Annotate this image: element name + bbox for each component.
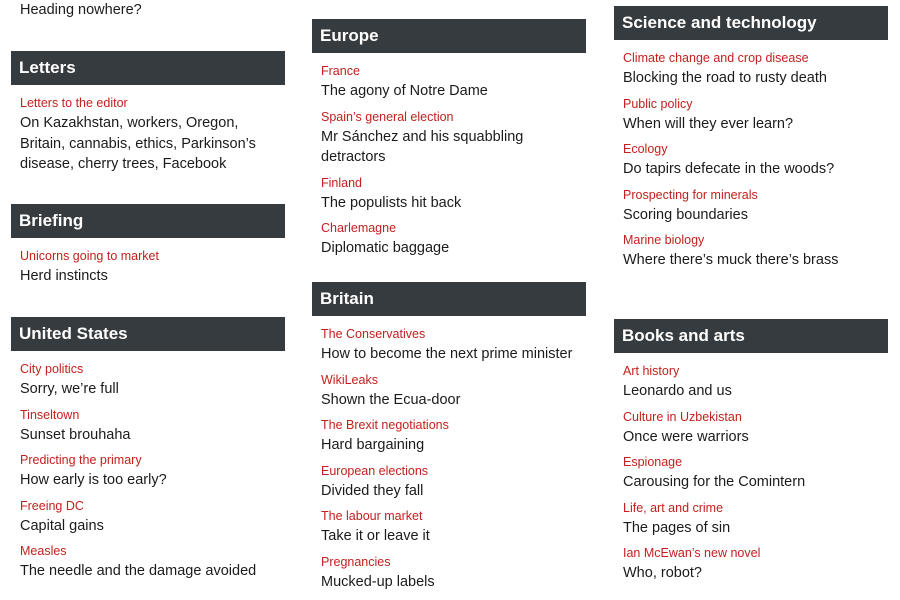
article-rubric[interactable]: Freeing DC [20, 498, 84, 513]
section-europe [312, 19, 586, 259]
article-headline[interactable]: Blocking the road to rusty death [623, 70, 827, 86]
article-rubric[interactable]: The Brexit negotiations [321, 418, 449, 432]
article-headline[interactable]: Shown the Ecua-door [321, 391, 461, 408]
section-letters [11, 51, 285, 175]
article-item[interactable] [623, 188, 882, 226]
article-headline[interactable]: Mr Sánchez and his squabbling detractors [321, 128, 524, 165]
article-rubric[interactable]: Predicting the primary [20, 453, 142, 467]
article-link-heading-nowhere[interactable]: Heading nowhere? [20, 2, 142, 18]
article-headline[interactable]: Mucked-up labels [321, 573, 435, 590]
article-item[interactable] [623, 97, 882, 135]
article-rubric[interactable]: France [321, 64, 360, 78]
article-item[interactable] [623, 364, 882, 402]
article-rubric[interactable]: Unicorns going to market [20, 249, 159, 263]
article-rubric[interactable]: Pregnancies [321, 554, 391, 569]
article-item[interactable] [623, 546, 882, 584]
article-rubric[interactable]: Spain’s general election [321, 109, 454, 124]
section-science-and-technology [614, 6, 888, 271]
section-united-states [11, 317, 285, 582]
article-rubric[interactable]: European elections [321, 463, 429, 478]
article-rubric[interactable]: Marine biology [623, 233, 705, 247]
article-rubric[interactable]: Climate change and crop disease [623, 51, 809, 65]
article-headline[interactable]: The populists hit back [321, 194, 462, 211]
article-headline[interactable]: When will they ever learn? [623, 115, 794, 132]
section-briefing [11, 204, 285, 287]
article-headline[interactable]: The agony of Notre Dame [321, 83, 488, 99]
article-rubric[interactable]: WikiLeaks [321, 372, 378, 387]
article-headline[interactable]: Where there’s muck there’s brass [623, 252, 839, 268]
article-rubric[interactable]: Measles [20, 544, 67, 558]
article-headline[interactable]: Take it or leave it [321, 528, 430, 544]
article-rubric[interactable]: Prospecting for minerals [623, 187, 758, 202]
article-headline[interactable]: Herd instincts [20, 268, 108, 284]
section-header-europe[interactable]: Europe [312, 19, 586, 53]
article-item[interactable] [20, 96, 279, 175]
article-headline[interactable]: The needle and the damage avoided [20, 563, 257, 579]
article-rubric[interactable]: The Conservatives [321, 327, 426, 341]
article-item[interactable] [623, 233, 882, 271]
article-item[interactable] [321, 176, 580, 214]
article-rubric[interactable]: Charlemagne [321, 221, 397, 235]
article-item[interactable] [321, 509, 580, 547]
article-headline[interactable]: Who, robot? [623, 565, 702, 581]
article-rubric[interactable]: The labour market [321, 509, 423, 523]
article-rubric[interactable]: Life, art and crime [623, 500, 724, 515]
article-item[interactable] [321, 110, 580, 168]
article-item[interactable] [321, 464, 580, 502]
article-headline[interactable]: The pages of sin [623, 519, 731, 536]
article-rubric[interactable]: Art history [623, 364, 680, 378]
section-books-and-arts [614, 319, 888, 584]
article-rubric[interactable]: City politics [20, 362, 84, 376]
article-headline[interactable]: Divided they fall [321, 482, 424, 499]
article-item[interactable] [321, 64, 580, 102]
article-headline[interactable]: Capital gains [20, 517, 104, 534]
article-item[interactable] [623, 410, 882, 448]
section-header-briefing[interactable]: Briefing [11, 204, 285, 238]
article-item[interactable] [321, 418, 580, 456]
section-header-books-and-arts[interactable]: Books and arts [614, 319, 888, 353]
article-rubric[interactable]: Ecology [623, 142, 668, 156]
article-headline[interactable]: On Kazakhstan, workers, Oregon, Britain, cannabis, ethics, Parkinson’s disease, cherry trees, Facebook [20, 115, 256, 172]
section-britain [312, 282, 586, 592]
article-item[interactable] [20, 408, 279, 446]
article-headline[interactable]: Leonardo and us [623, 383, 732, 399]
section-header-letters[interactable]: Letters [11, 51, 285, 85]
article-headline[interactable]: How early is too early? [20, 472, 167, 488]
section-header-united-states[interactable]: United States [11, 317, 285, 351]
article-headline[interactable]: Scoring boundaries [623, 206, 748, 223]
article-rubric[interactable]: Tinseltown [20, 407, 80, 422]
article-headline[interactable]: Sorry, we’re full [20, 381, 119, 397]
article-item[interactable] [321, 555, 580, 593]
article-item[interactable] [20, 249, 279, 287]
article-rubric[interactable]: Espionage [623, 455, 683, 469]
article-item[interactable] [20, 453, 279, 491]
article-rubric[interactable]: Public policy [623, 96, 693, 111]
article-headline[interactable]: Sunset brouhaha [20, 426, 131, 443]
section-header-science-and-technology[interactable]: Science and technology [614, 6, 888, 40]
article-item[interactable] [20, 499, 279, 537]
article-item[interactable] [321, 221, 580, 259]
article-item[interactable] [623, 142, 882, 180]
article-item[interactable] [623, 51, 882, 89]
article-headline[interactable]: Do tapirs defecate in the woods? [623, 161, 835, 177]
article-rubric[interactable]: Finland [321, 175, 362, 190]
article-headline[interactable]: Diplomatic baggage [321, 240, 450, 256]
article-headline[interactable]: Carousing for the Comintern [623, 474, 806, 490]
article-item[interactable] [623, 455, 882, 493]
article-item[interactable] [20, 544, 279, 582]
article-rubric[interactable]: Letters to the editor [20, 96, 128, 110]
article-item[interactable] [20, 362, 279, 400]
article-headline[interactable]: Hard bargaining [321, 437, 425, 453]
section-header-britain[interactable]: Britain [312, 282, 586, 316]
article-headline[interactable]: How to become the next prime minister [321, 346, 573, 362]
article-item[interactable] [321, 373, 580, 411]
article-headline[interactable]: Once were warriors [623, 428, 749, 445]
article-rubric[interactable]: Ian McEwan’s new novel [623, 546, 761, 560]
article-item[interactable] [321, 327, 580, 365]
article-rubric[interactable]: Culture in Uzbekistan [623, 409, 742, 424]
article-item[interactable] [623, 501, 882, 539]
